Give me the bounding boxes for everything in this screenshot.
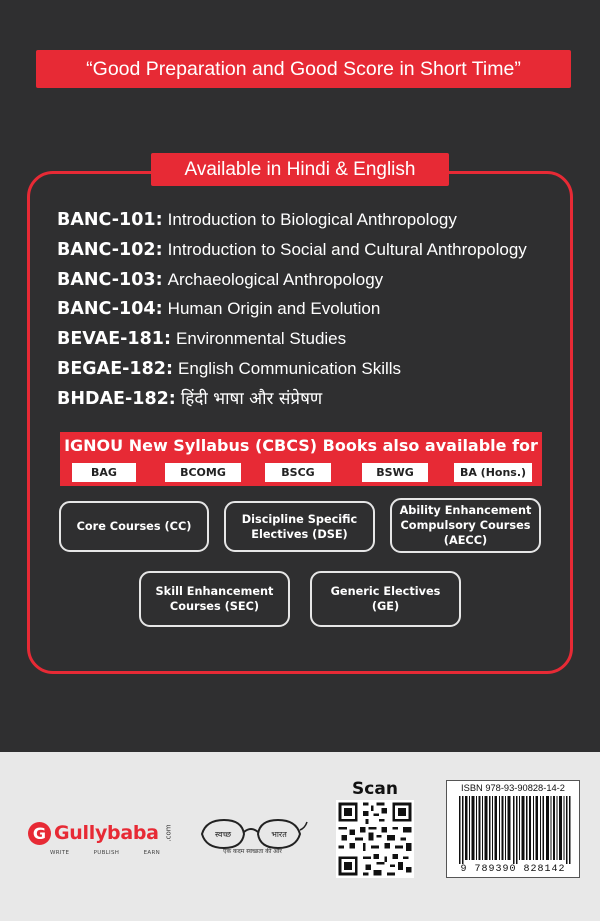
category-line: Generic Electives	[330, 585, 441, 598]
category-box	[139, 571, 290, 627]
course-code: BEVAE-181:	[57, 329, 171, 350]
slogan-word: PUBLISH	[93, 850, 120, 856]
tagline-banner: “Good Preparation and Good Score in Short Time”	[36, 50, 571, 88]
syllabus-banner	[60, 432, 542, 486]
barcode-icon	[459, 796, 571, 864]
swachh-caption: एक कदम स्वच्छता की ओर	[223, 848, 282, 855]
course-list	[57, 205, 572, 414]
syllabus-title: IGNOU New Syllabus (CBCS) Books also available for	[64, 436, 538, 455]
course-title: Environmental Studies	[176, 329, 347, 349]
slogan-word: WRITE	[50, 850, 70, 856]
publisher-slogan	[50, 850, 160, 856]
category-line: Electives (DSE)	[251, 527, 348, 541]
course-title: Introduction to Social and Cultural Anthropology	[167, 239, 527, 259]
programme-tag: BAG	[72, 463, 136, 482]
category-line: Compulsory Courses	[400, 519, 531, 532]
qr-code-icon	[336, 800, 414, 878]
isbn-label: ISBN 978-93-90828-14-2	[461, 783, 565, 793]
course-code: BEGAE-182:	[57, 358, 173, 379]
course-code: BANC-104:	[57, 299, 163, 320]
category-line: Ability Enhancement	[399, 504, 532, 517]
category-box	[390, 498, 541, 553]
category-box	[310, 571, 461, 627]
course-title: Human Origin and Evolution	[167, 299, 381, 319]
course-code: BANC-103:	[57, 269, 163, 290]
course-title: Introduction to Biological Anthropology	[167, 210, 457, 229]
publisher-logo	[28, 820, 177, 846]
bharat-word: भारत	[271, 830, 287, 839]
category-line: Discipline Specific	[241, 512, 358, 526]
gullybaba-logo-icon: G	[28, 822, 51, 845]
category-line: Courses (SEC)	[169, 600, 260, 613]
publisher-name: Gullybaba	[54, 822, 159, 844]
programme-tag: BSWG	[362, 463, 428, 482]
programme-tag: BA (Hons.)	[454, 463, 532, 482]
course-item	[57, 354, 572, 384]
isbn-barcode	[446, 780, 580, 878]
course-item	[57, 265, 572, 295]
category-line: (AECC)	[443, 534, 488, 547]
category-line: Skill Enhancement	[155, 585, 274, 598]
course-title: हिंदी भाषा और संप्रेषण	[180, 388, 323, 409]
category-line: (GE)	[371, 600, 400, 613]
course-item	[57, 294, 572, 324]
course-item	[57, 205, 572, 235]
availability-badge: Available in Hindi & English	[151, 153, 449, 186]
course-code: BHDAE-182:	[57, 388, 176, 409]
slogan-word: EARN	[143, 850, 160, 856]
course-title: Archaeological Anthropology	[167, 269, 384, 289]
category-box	[224, 501, 375, 552]
course-item	[57, 324, 572, 354]
course-code: BANC-101:	[57, 210, 163, 230]
course-code: BANC-102:	[57, 239, 163, 260]
course-item	[57, 235, 572, 265]
scan-me-label: Scan	[352, 779, 398, 799]
publisher-suffix: .com	[164, 824, 173, 842]
course-title: English Communication Skills	[178, 358, 402, 378]
programme-tag: BCOMG	[165, 463, 241, 482]
swachh-word: स्वच्छ	[214, 830, 232, 839]
course-item	[57, 384, 572, 414]
category-line: Core Courses (CC)	[76, 520, 192, 533]
programme-tag: BSCG	[265, 463, 331, 482]
barcode-number: 9 789390 828142	[460, 864, 566, 875]
category-box	[59, 501, 209, 552]
